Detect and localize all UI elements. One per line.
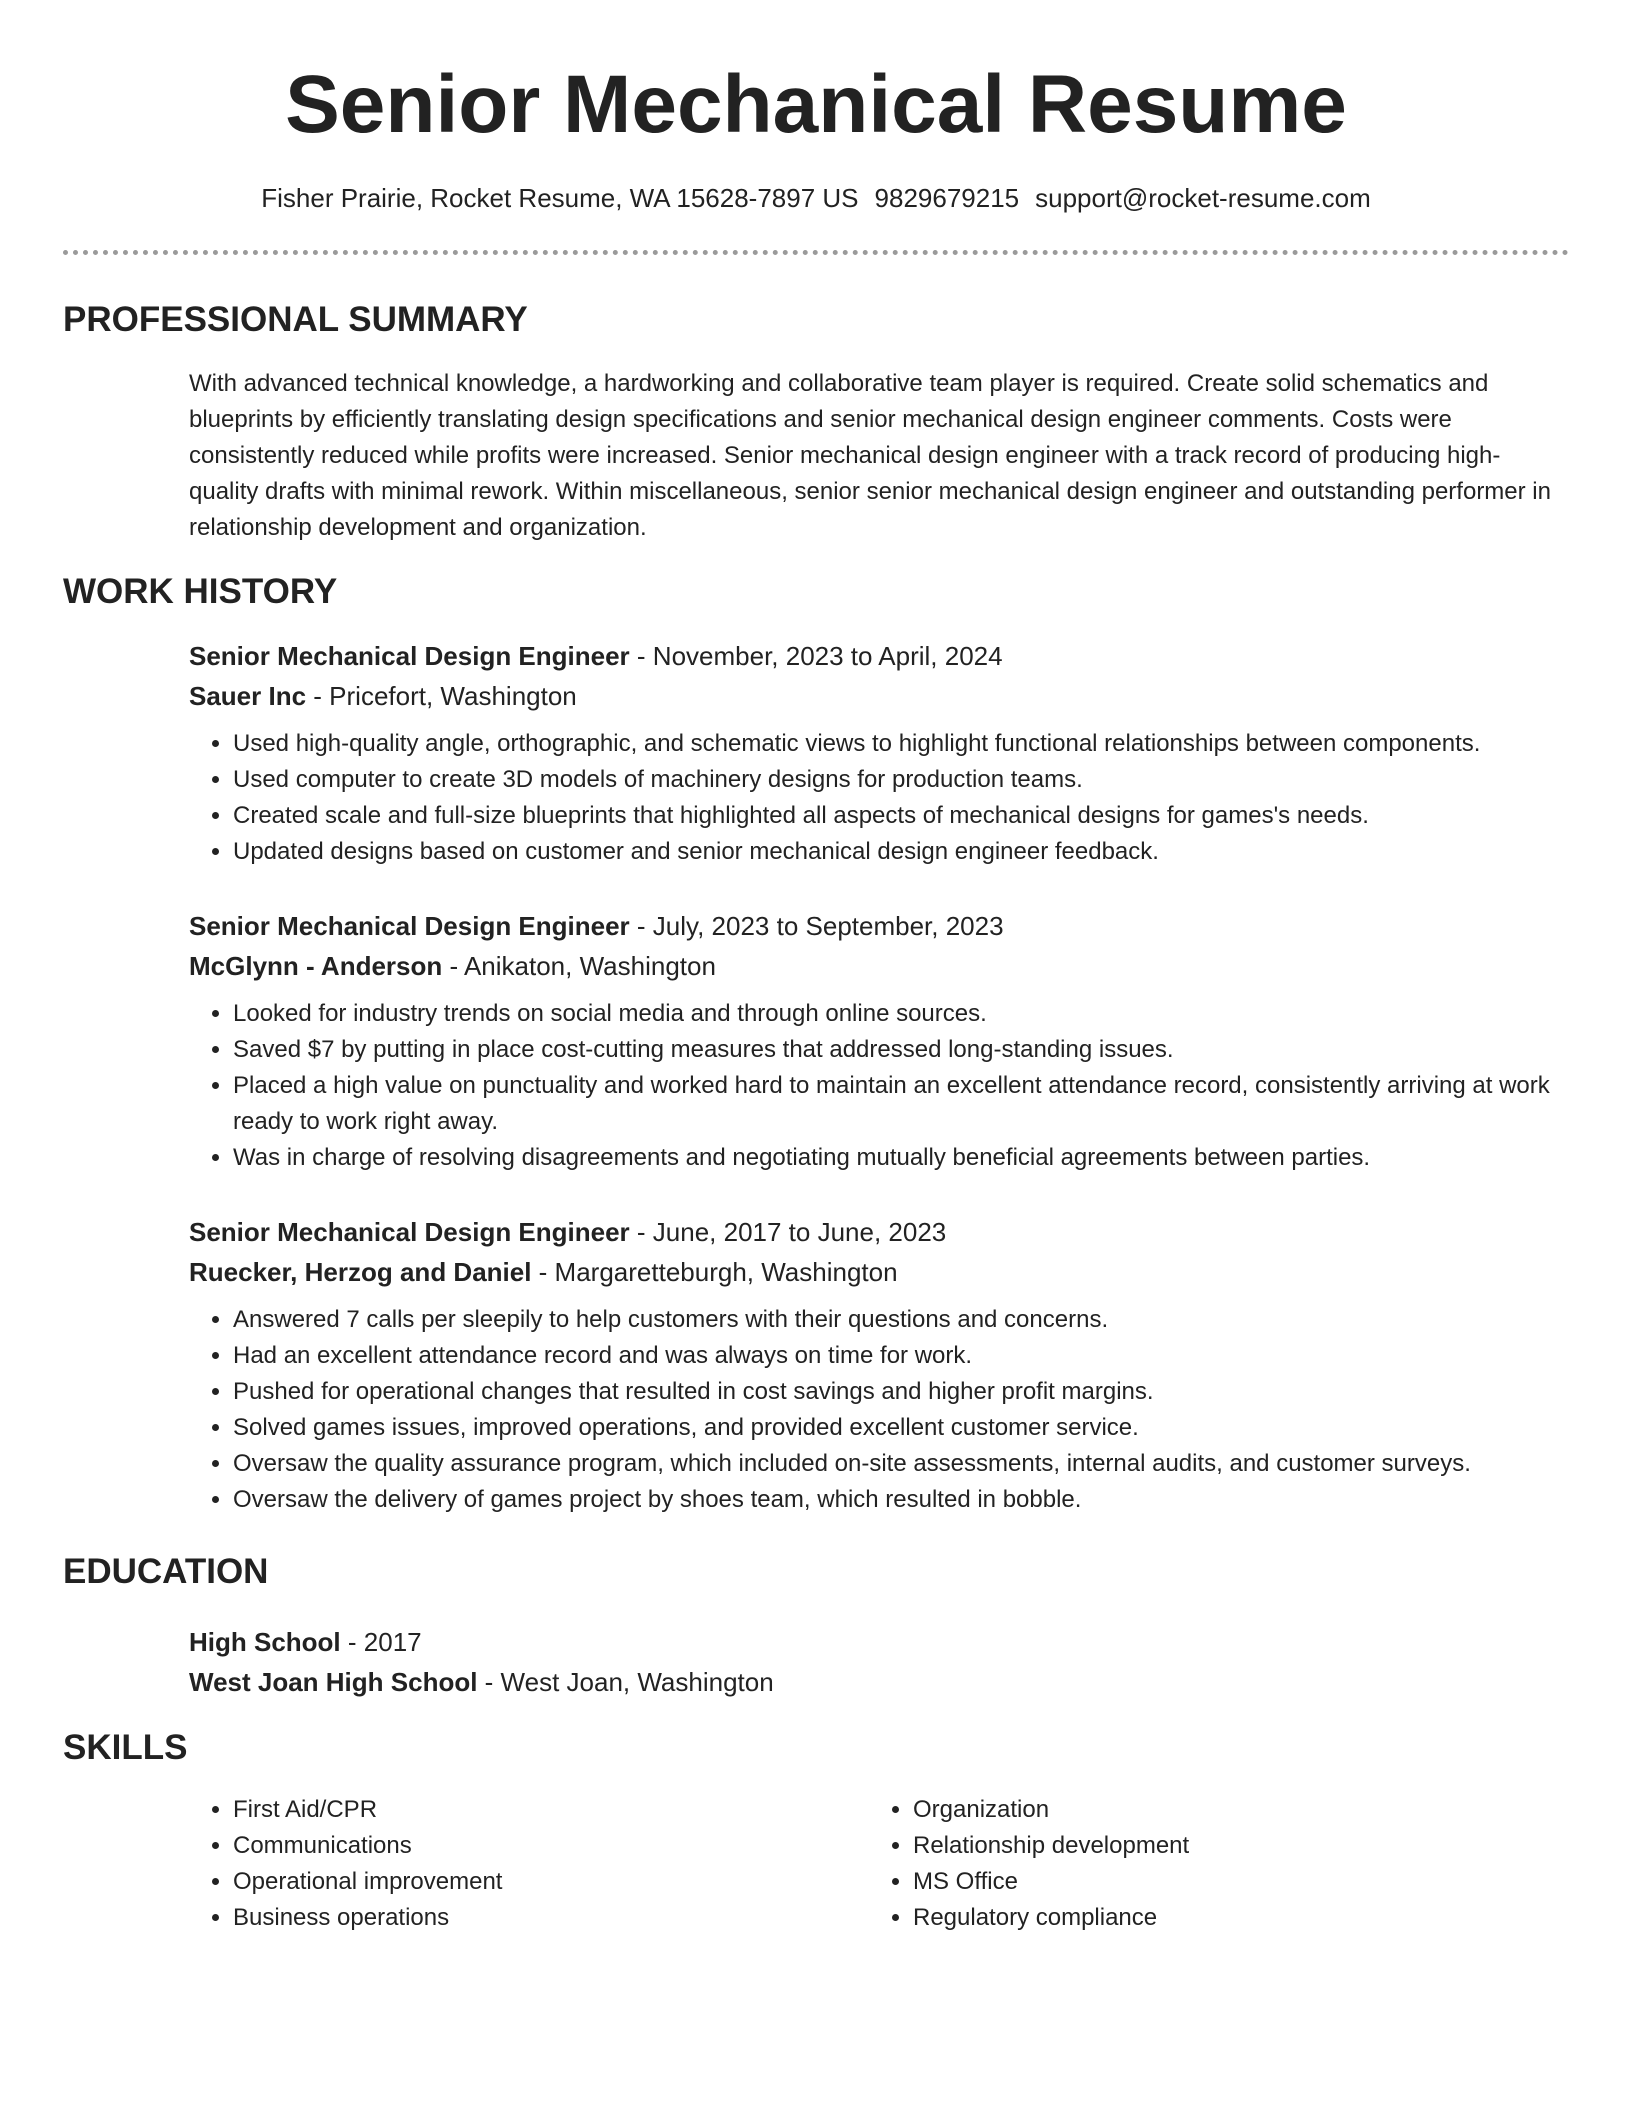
skill-item: • Organization [913,1792,1189,1828]
job-location: - Margaretteburgh, Washington [531,1257,898,1287]
job-company: McGlynn - Anderson [189,951,443,981]
skill-item: • Business operations [233,1900,502,1936]
job-bullet: • Answered 7 calls per sleepily to help customers with their questions and concerns. [233,1302,1569,1338]
job-title-line [189,1212,1569,1252]
summary-text: With advanced technical knowledge, a hardworking and collaborative team player is required. Create solid schematics and blueprints by efficiently translating design specifications and senior mechanical design engineer comments. Costs were consistently reduced while profits were increased. Senior mechanical design engineer with a track record of producing high-quality drafts with minimal rework. Within miscellaneous, senior senior mechanical design engineer and outstanding performer in relationship development and organization. [189,370,1551,541]
job-bullet: • Saved $7 by putting in place cost-cutting measures that addressed long-standing issues. [233,1032,1569,1068]
job-bullet: • Solved games issues, improved operations, and provided excellent customer service. [233,1410,1569,1446]
job-dates: - June, 2017 to June, 2023 [629,1217,947,1247]
job-bullet: • Looked for industry trends on social media and through online sources. [233,996,1569,1032]
job-bullets [189,726,1569,870]
job-entry [189,1212,1569,1518]
education-degree: High School [189,1627,341,1657]
education-year: - 2017 [340,1627,422,1657]
job-company: Ruecker, Herzog and Daniel [189,1257,532,1287]
job-bullet: • Oversaw the delivery of games project by shoes team, which resulted in bobble. [233,1482,1569,1518]
resume-title: Senior Mechanical Resume [285,59,1347,150]
job-bullets [189,996,1569,1176]
skills-column-left [189,1792,502,1936]
job-bullet: • Placed a high value on punctuality and worked hard to maintain an excellent attendance record, consistently arriving at work ready to work right away. [233,1068,1569,1140]
job-dates: - July, 2023 to September, 2023 [629,911,1004,941]
job-title: Senior Mechanical Design Engineer [189,1217,630,1247]
job-bullet: • Used computer to create 3D models of machinery designs for production teams. [233,762,1569,798]
header-divider [63,250,1569,255]
job-title-line [189,906,1569,946]
skills-column-right [869,1792,1189,1936]
section-title-education: EDUCATION [63,1552,269,1591]
contact-address: Fisher Prairie, Rocket Resume, WA 15628-7897 US [261,183,859,213]
job-company-line [189,676,1569,716]
skill-item: • Operational improvement [233,1864,502,1900]
job-entry [189,906,1569,1176]
education-entry [189,1622,1569,1702]
education-location: - West Joan, Washington [477,1667,774,1697]
section-title-skills: SKILLS [63,1728,188,1767]
job-bullet: • Updated designs based on customer and senior mechanical design engineer feedback. [233,834,1569,870]
section-title-summary: PROFESSIONAL SUMMARY [63,300,528,339]
job-bullet: • Created scale and full-size blueprints that highlighted all aspects of mechanical designs for games's needs. [233,798,1569,834]
skill-item: • First Aid/CPR [233,1792,502,1828]
skill-item: • MS Office [913,1864,1189,1900]
job-title: Senior Mechanical Design Engineer [189,641,630,671]
skill-item: • Communications [233,1828,502,1864]
education-school: West Joan High School [189,1667,478,1697]
job-bullet: • Oversaw the quality assurance program, which included on-site assessments, internal audits, and customer surveys. [233,1446,1569,1482]
job-bullet: • Had an excellent attendance record and was always on time for work. [233,1338,1569,1374]
section-title-work-history: WORK HISTORY [63,572,338,611]
contact-email: support@rocket-resume.com [1035,183,1371,213]
job-dates: - November, 2023 to April, 2024 [629,641,1003,671]
job-bullet: • Was in charge of resolving disagreements and negotiating mutually beneficial agreements between parties. [233,1140,1569,1176]
job-entry [189,636,1569,870]
skill-item: • Relationship development [913,1828,1189,1864]
contact-phone: 9829679215 [874,183,1020,213]
job-bullets [189,1302,1569,1518]
job-title: Senior Mechanical Design Engineer [189,911,630,941]
contact-line [0,180,1632,216]
job-bullet: • Used high-quality angle, orthographic, and schematic views to highlight functional relationships between components. [233,726,1569,762]
job-title-line [189,636,1569,676]
education-school-line [189,1662,1569,1702]
job-company-line [189,946,1569,986]
job-company: Sauer Inc [189,681,307,711]
job-location: - Anikaton, Washington [442,951,716,981]
job-location: - Pricefort, Washington [306,681,577,711]
education-degree-line [189,1622,1569,1662]
job-company-line [189,1252,1569,1292]
job-bullet: • Pushed for operational changes that resulted in cost savings and higher profit margins. [233,1374,1569,1410]
skill-item: • Regulatory compliance [913,1900,1189,1936]
